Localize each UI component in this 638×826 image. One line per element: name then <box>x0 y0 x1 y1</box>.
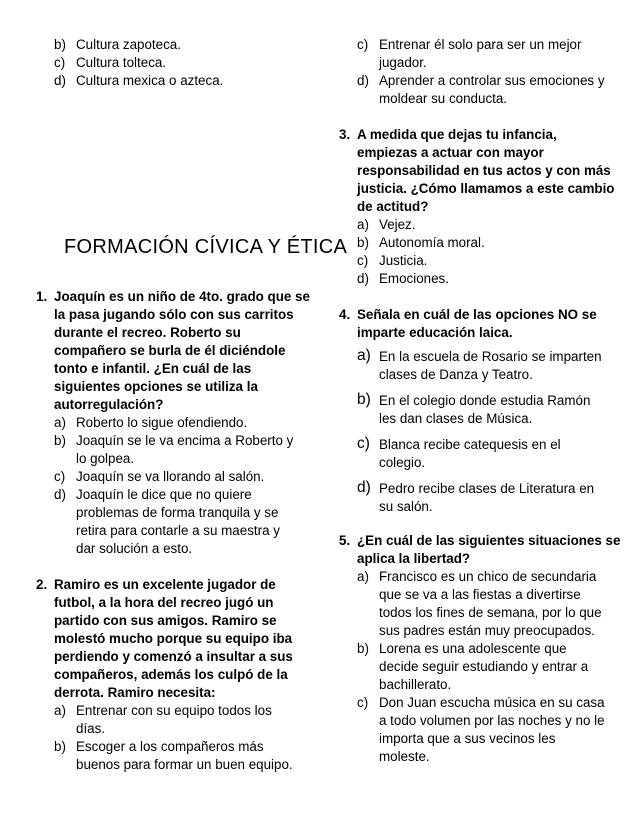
option-label: c) <box>357 695 369 710</box>
option-text: En la escuela de Rosario se imparten <box>379 349 602 364</box>
question-text-line: justicia. ¿Cómo llamamos a este cambio <box>357 181 615 196</box>
option-text: buenos para formar un buen equipo. <box>76 757 293 772</box>
question-text-line: tonto e infantil. ¿En cuál de las <box>54 361 252 376</box>
option-text: jugador. <box>379 55 427 70</box>
option-text: Joaquín se le va encima a Roberto y <box>76 433 294 448</box>
option-text: problemas de forma tranquila y se <box>76 505 279 520</box>
question-text-line: partido con sus amigos. Ramiro se <box>54 613 277 628</box>
option-text: Blanca recibe catequesis en el <box>379 437 561 452</box>
option-label: b) <box>54 433 66 448</box>
question-number: 1. <box>36 289 48 304</box>
option-label: a) <box>54 415 66 430</box>
option-label: d) <box>357 271 369 286</box>
question-number: 4. <box>339 307 351 322</box>
option-text: clases de Danza y Teatro. <box>379 367 533 382</box>
option-label: d) <box>357 479 371 496</box>
question-text-line: compañero se burla de él diciéndole <box>54 343 286 358</box>
question-text-line: autorregulación? <box>54 397 164 412</box>
question-text-line: ¿En cuál de las siguientes situaciones se <box>357 533 621 548</box>
question-text-line: Señala en cuál de las opciones NO se <box>357 307 597 322</box>
question-text-line: Ramiro es un excelente jugador de <box>54 577 276 592</box>
option-label: b) <box>357 641 369 656</box>
option-label: b) <box>54 739 66 754</box>
option-text: Justicia. <box>379 253 428 268</box>
option-text: días. <box>76 721 106 736</box>
option-label: d) <box>54 73 66 88</box>
option-text: lo golpea. <box>76 451 135 466</box>
question-text-line: responsabilidad en tus actos y con más <box>357 163 611 178</box>
option-text: decide seguir estudiando y entrar a <box>379 659 589 674</box>
option-text: Escoger a los compañeros más <box>76 739 264 754</box>
option-text: les dan clases de Música. <box>379 411 533 426</box>
option-label: b) <box>357 391 371 408</box>
question-text-line: futbol, a la hora del recreo jugó un <box>54 595 274 610</box>
section-title: FORMACIÓN CÍVICA Y ÉTICA <box>64 236 348 258</box>
option-text: Pedro recibe clases de Literatura en <box>379 481 595 496</box>
question-text-line: Joaquín es un niño de 4to. grado que se <box>54 289 310 304</box>
option-text: su salón. <box>379 499 433 514</box>
question-text-line: aplica la libertad? <box>357 551 471 566</box>
question-text-line: siguientes opciones se utiliza la <box>54 379 258 394</box>
question-text-line: A medida que dejas tu infancia, <box>357 127 557 142</box>
option-text: Emociones. <box>379 271 449 286</box>
option-text: Joaquín le dice que no quiere <box>76 487 252 502</box>
option-text: Cultura mexica o azteca. <box>76 73 224 88</box>
question-number: 5. <box>339 533 351 548</box>
question-text-line: derrota. Ramiro necesita: <box>54 685 216 700</box>
question-text-line: empiezas a actuar con mayor <box>357 145 544 160</box>
question-number: 3. <box>339 127 351 142</box>
option-text: Roberto lo sigue ofendiendo. <box>76 415 248 430</box>
option-text: que se va a las fiestas a divertirse <box>379 587 581 602</box>
option-text: Lorena es una adolescente que <box>379 641 567 656</box>
option-text: retira para contarle a su maestra y <box>76 523 280 538</box>
option-text: Vejez. <box>379 217 416 232</box>
question-text-line: molestó mucho porque su equipo iba <box>54 631 293 646</box>
option-text: moleste. <box>379 749 430 764</box>
option-text: Don Juan escucha música en su casa <box>379 695 605 710</box>
option-text: todos los fines de semana, por lo que <box>379 605 602 620</box>
option-label: c) <box>54 55 66 70</box>
option-label: c) <box>54 469 66 484</box>
option-label: b) <box>54 37 66 52</box>
option-label: c) <box>357 253 369 268</box>
question-text-line: la pasa jugando sólo con sus carritos <box>54 307 294 322</box>
option-text: Entrenar con su equipo todos los <box>76 703 272 718</box>
option-text: Joaquín se va llorando al salón. <box>76 469 265 484</box>
option-label: a) <box>54 703 66 718</box>
option-text: Cultura tolteca. <box>76 55 167 70</box>
option-text: dar solución a esto. <box>76 541 193 556</box>
question-text-line: compañeros, además los culpó de la <box>54 667 288 682</box>
option-text: bachillerato. <box>379 677 452 692</box>
option-text: a todo volumen por las noches y no le <box>379 713 605 728</box>
option-text: Cultura zapoteca. <box>76 37 181 52</box>
question-text-line: durante el recreo. Roberto su <box>54 325 241 340</box>
option-label: b) <box>357 235 369 250</box>
option-text: moldear su conducta. <box>379 91 508 106</box>
option-label: d) <box>357 73 369 88</box>
option-label: a) <box>357 217 369 232</box>
option-label: a) <box>357 347 371 364</box>
option-text: sus padres están muy preocupados. <box>379 623 595 638</box>
question-text-line: de actitud? <box>357 199 429 214</box>
option-label: c) <box>357 37 369 52</box>
question-number: 2. <box>36 577 48 592</box>
option-text: Aprender a controlar sus emociones y <box>379 73 605 88</box>
question-text-line: perdiendo y comenzó a insultar a sus <box>54 649 293 664</box>
option-text: colegio. <box>379 455 426 470</box>
option-text: importa que a sus vecinos les <box>379 731 556 746</box>
option-label: d) <box>54 487 66 502</box>
option-label: c) <box>357 435 370 452</box>
question-text-line: imparte educación laica. <box>357 325 513 340</box>
option-text: Entrenar él solo para ser un mejor <box>379 37 582 52</box>
option-text: Autonomía moral. <box>379 235 485 250</box>
option-text: Francisco es un chico de secundaria <box>379 569 597 584</box>
option-label: a) <box>357 569 369 584</box>
option-text: En el colegio donde estudia Ramón <box>379 393 591 408</box>
